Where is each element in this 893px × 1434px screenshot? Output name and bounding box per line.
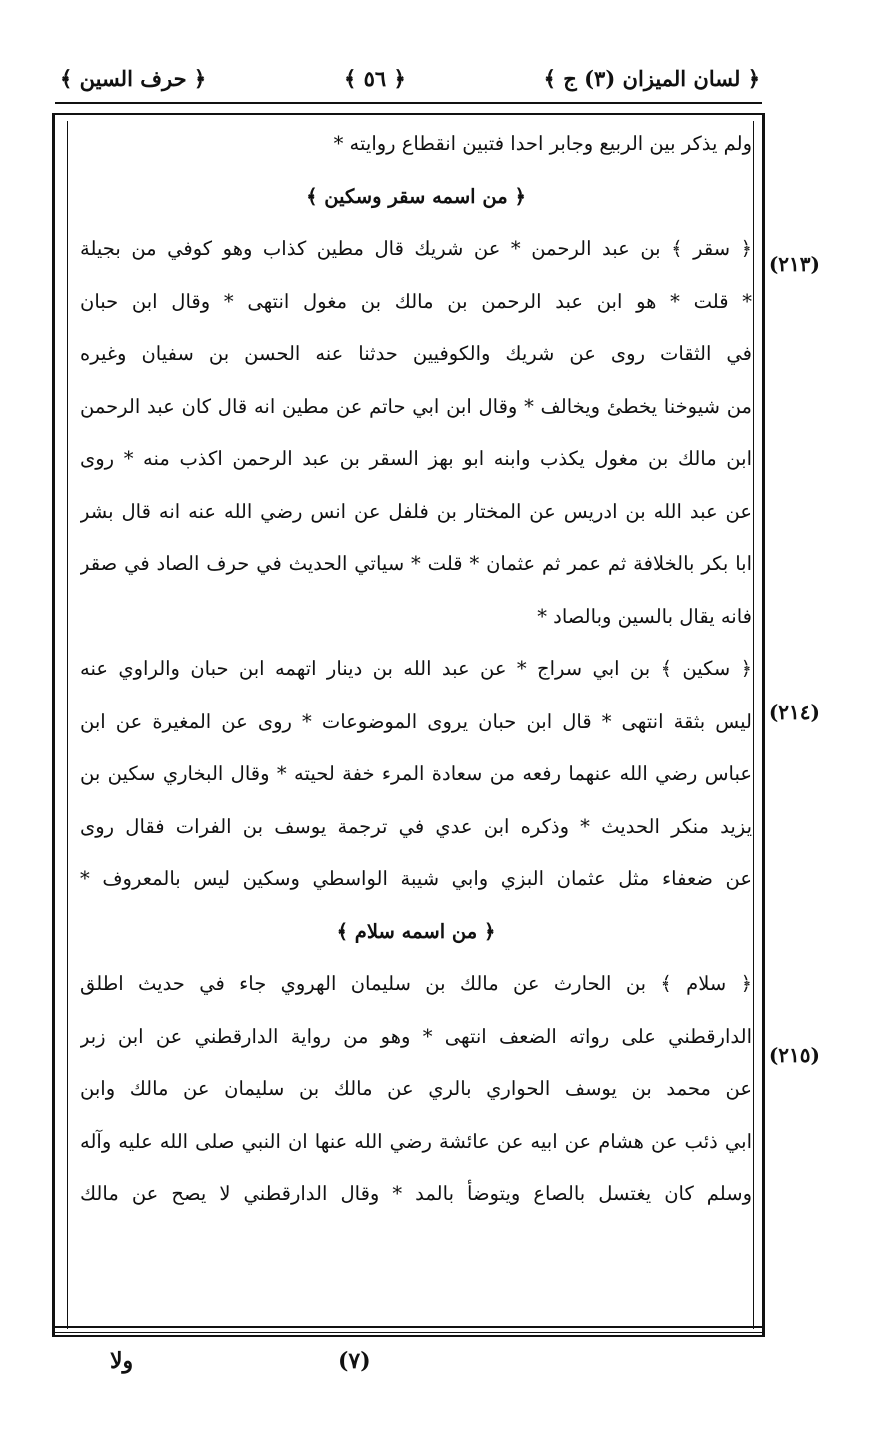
entry-number-214: (٢١٤) [768,700,820,724]
text-line: عباس رضي الله عنهما رفعه من سعادة المرء خفة لحيته * وقال البخاري سكين بن [80,762,752,785]
text-line: ﴿ سقر ﴾ بن عبد الرحمن * عن شريك قال مطين كذاب وهو كوفي من بجيلة [80,237,752,260]
footer-rule-thin [52,1332,765,1333]
text-line: وسلم كان يغتسل بالصاع ويتوضأ بالمد * وقال الدارقطني لا يصح عن مالك [80,1182,752,1205]
text-line: ﴿ سكين ﴾ بن ابي سراج * عن عبد الله بن دينار اتهمه ابن حبان والراوي عنه [80,657,752,680]
text-line: ابن مالك بن مغول يكذب وابنه ابو بهز السقر بن عبد الرحمن اكذب منه * روى [80,447,752,470]
text-line: عن عبد الله بن ادريس عن المختار بن فلفل عن انس رضي الله عنه انه قال بشر [80,499,752,523]
entry-number-213: (٢١٣) [768,252,820,276]
text-line: يزيد منكر الحديث * وذكره ابن عدي في ترجمة يوسف بن الفرات فقال روى [80,814,752,838]
entry-number-215: (٢١٥) [768,1043,820,1067]
text-line: ﴿ سلام ﴾ بن الحارث عن مالك بن سليمان الهروي جاء في حديث اطلق [80,972,752,995]
text-line: في الثقات روى عن شريك والكوفيين حدثنا عنه الحسن بن سفيان وغيره [80,342,752,365]
chapter-title: ﴿ حرف السين ﴾ [60,65,207,91]
text-line: عن محمد بن يوسف الحواري بالري عن مالك بن سليمان عن مالك وابن [80,1077,752,1100]
text-line: ابي ذئب عن هشام عن ابيه عن عائشة رضي الله عنها ان النبي صلى الله عليه وآله [80,1129,752,1153]
text-line: عن ضعفاء مثل عثمان البزي وابي شيبة الواسطي وسكين ليس بالمعروف * [80,867,752,890]
text-line: ابا بكر بالخلافة ثم عمر ثم عثمان * قلت * سياتي الحديث في حرف الصاد في صقر [80,552,752,575]
text-line: ليس بثقة انتهى * قال ابن حبان يروى الموضوعات * روى عن المغيرة عن ابن [80,709,752,733]
text-line: فانه يقال بالسين وبالصاد * [537,604,752,628]
text-line: ولم يذكر بين الربيع وجابر احدا فتبين انقطاع روايته * [333,132,752,155]
page-number: ﴿ ٥٦ ﴾ [343,65,406,91]
text-line: من شيوخنا يخطئ ويخالف * وقال ابن ابي حاتم عن مطين انه قال كان عبد الرحمن [80,394,752,418]
text-body [80,118,752,1221]
section-heading: ﴿ من اسمه سلام ﴾ [336,919,496,943]
footer-rule [52,1326,765,1328]
signature-mark: (٧) [338,1348,371,1374]
text-line: * قلت * هو ابن عبد الرحمن بن مالك بن مغول انتهى * وقال ابن حبان [80,289,752,313]
book-title: ﴿ لسان الميزان (٣) ج ﴾ [543,65,760,91]
running-header [60,58,760,98]
catchword: ولا [110,1348,134,1374]
header-rule [55,102,762,104]
section-heading: ﴿ من اسمه سقر وسكين ﴾ [306,184,526,208]
text-line: الدارقطني على رواته الضعف انتهى * وهو من رواية الدارقطني عن ابن زبر [80,1024,752,1048]
